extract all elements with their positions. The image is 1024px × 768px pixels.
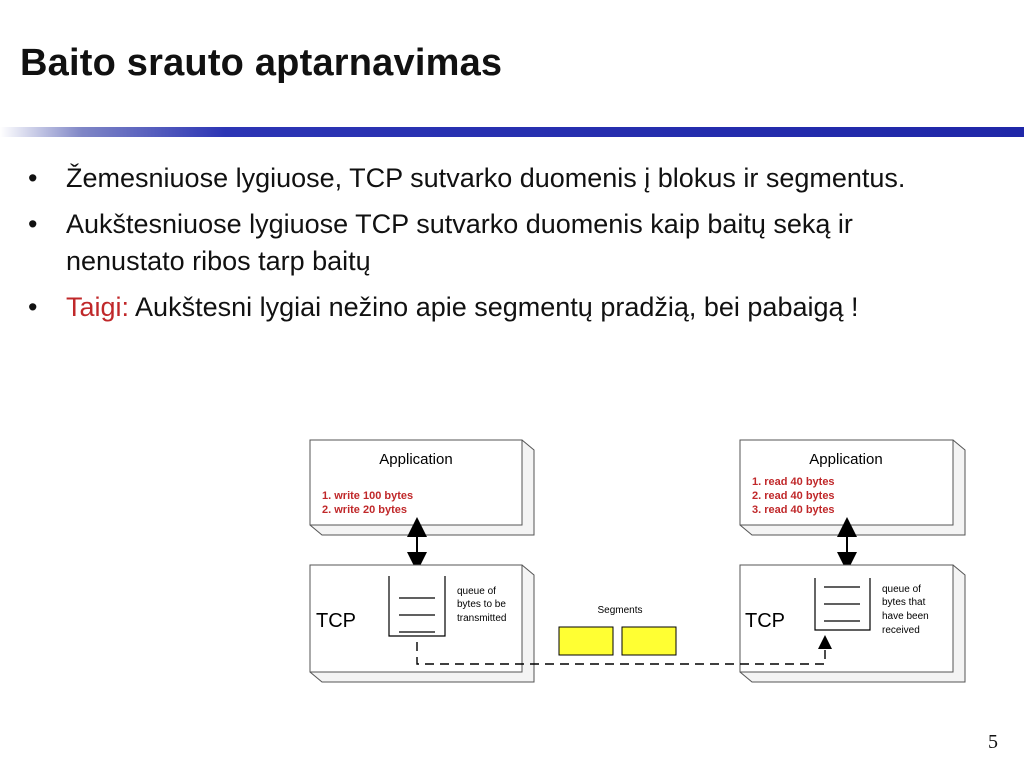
bullet-item-1: [28, 160, 978, 197]
receiver-op-3: 3. read 40 bytes: [752, 504, 835, 516]
receiver-queue-label-line-2: bytes that: [882, 597, 926, 608]
tcp-byte-stream-diagram: [300, 430, 980, 690]
sender-queue-label-line-1: queue of: [457, 586, 496, 597]
bullet-marker: •: [28, 209, 38, 239]
receiver-queue-label-line-1: queue of: [882, 584, 921, 595]
page-number: 5: [988, 731, 998, 753]
receiver-queue-label-line-4: received: [882, 625, 920, 636]
segment-block-2: [622, 627, 676, 655]
receiver-queue-label-line-3: have been: [882, 611, 929, 622]
segment-block-1: [559, 627, 613, 655]
sender-queue-label-line-3: transmitted: [457, 613, 507, 624]
sender-tcp-label: TCP: [316, 610, 356, 632]
receiver-app-label: Application: [809, 451, 883, 468]
bullet-text: Aukštesni lygiai nežino apie segmentų pradžią, bei pabaigą !: [129, 292, 859, 322]
sender-queue-label-line-2: bytes to be: [457, 599, 506, 610]
bullet-list: [28, 160, 978, 335]
slide-title: Baito srauto aptarnavimas: [20, 42, 503, 84]
title-divider-bar: [0, 127, 1024, 137]
receiver-application-box: [740, 440, 965, 535]
sender-op-1: 1. write 100 bytes: [322, 490, 414, 502]
receiver-tcp-label: TCP: [745, 610, 785, 632]
bullet-marker: •: [28, 163, 38, 193]
sender-op-2: 2. write 20 bytes: [322, 504, 407, 516]
bullet-text: Žemesniuose lygiuose, TCP sutvarko duomenis į blokus ir segmentus.: [66, 163, 906, 193]
segments-label: Segments: [597, 605, 643, 616]
sender-app-label: Application: [379, 451, 453, 468]
receiver-op-1: 1. read 40 bytes: [752, 476, 835, 488]
bullet-item-2: [28, 206, 978, 280]
receiver-op-2: 2. read 40 bytes: [752, 490, 835, 502]
bullet-marker: •: [28, 292, 38, 322]
bullet-item-3: [28, 289, 978, 326]
bullet-text: Aukštesniuose lygiuose TCP sutvarko duomenis kaip baitų seką ir nenustato ribos tarp baitų: [66, 209, 853, 276]
bullet-accent-text: Taigi:: [66, 292, 130, 322]
sender-application-box: [310, 440, 534, 535]
